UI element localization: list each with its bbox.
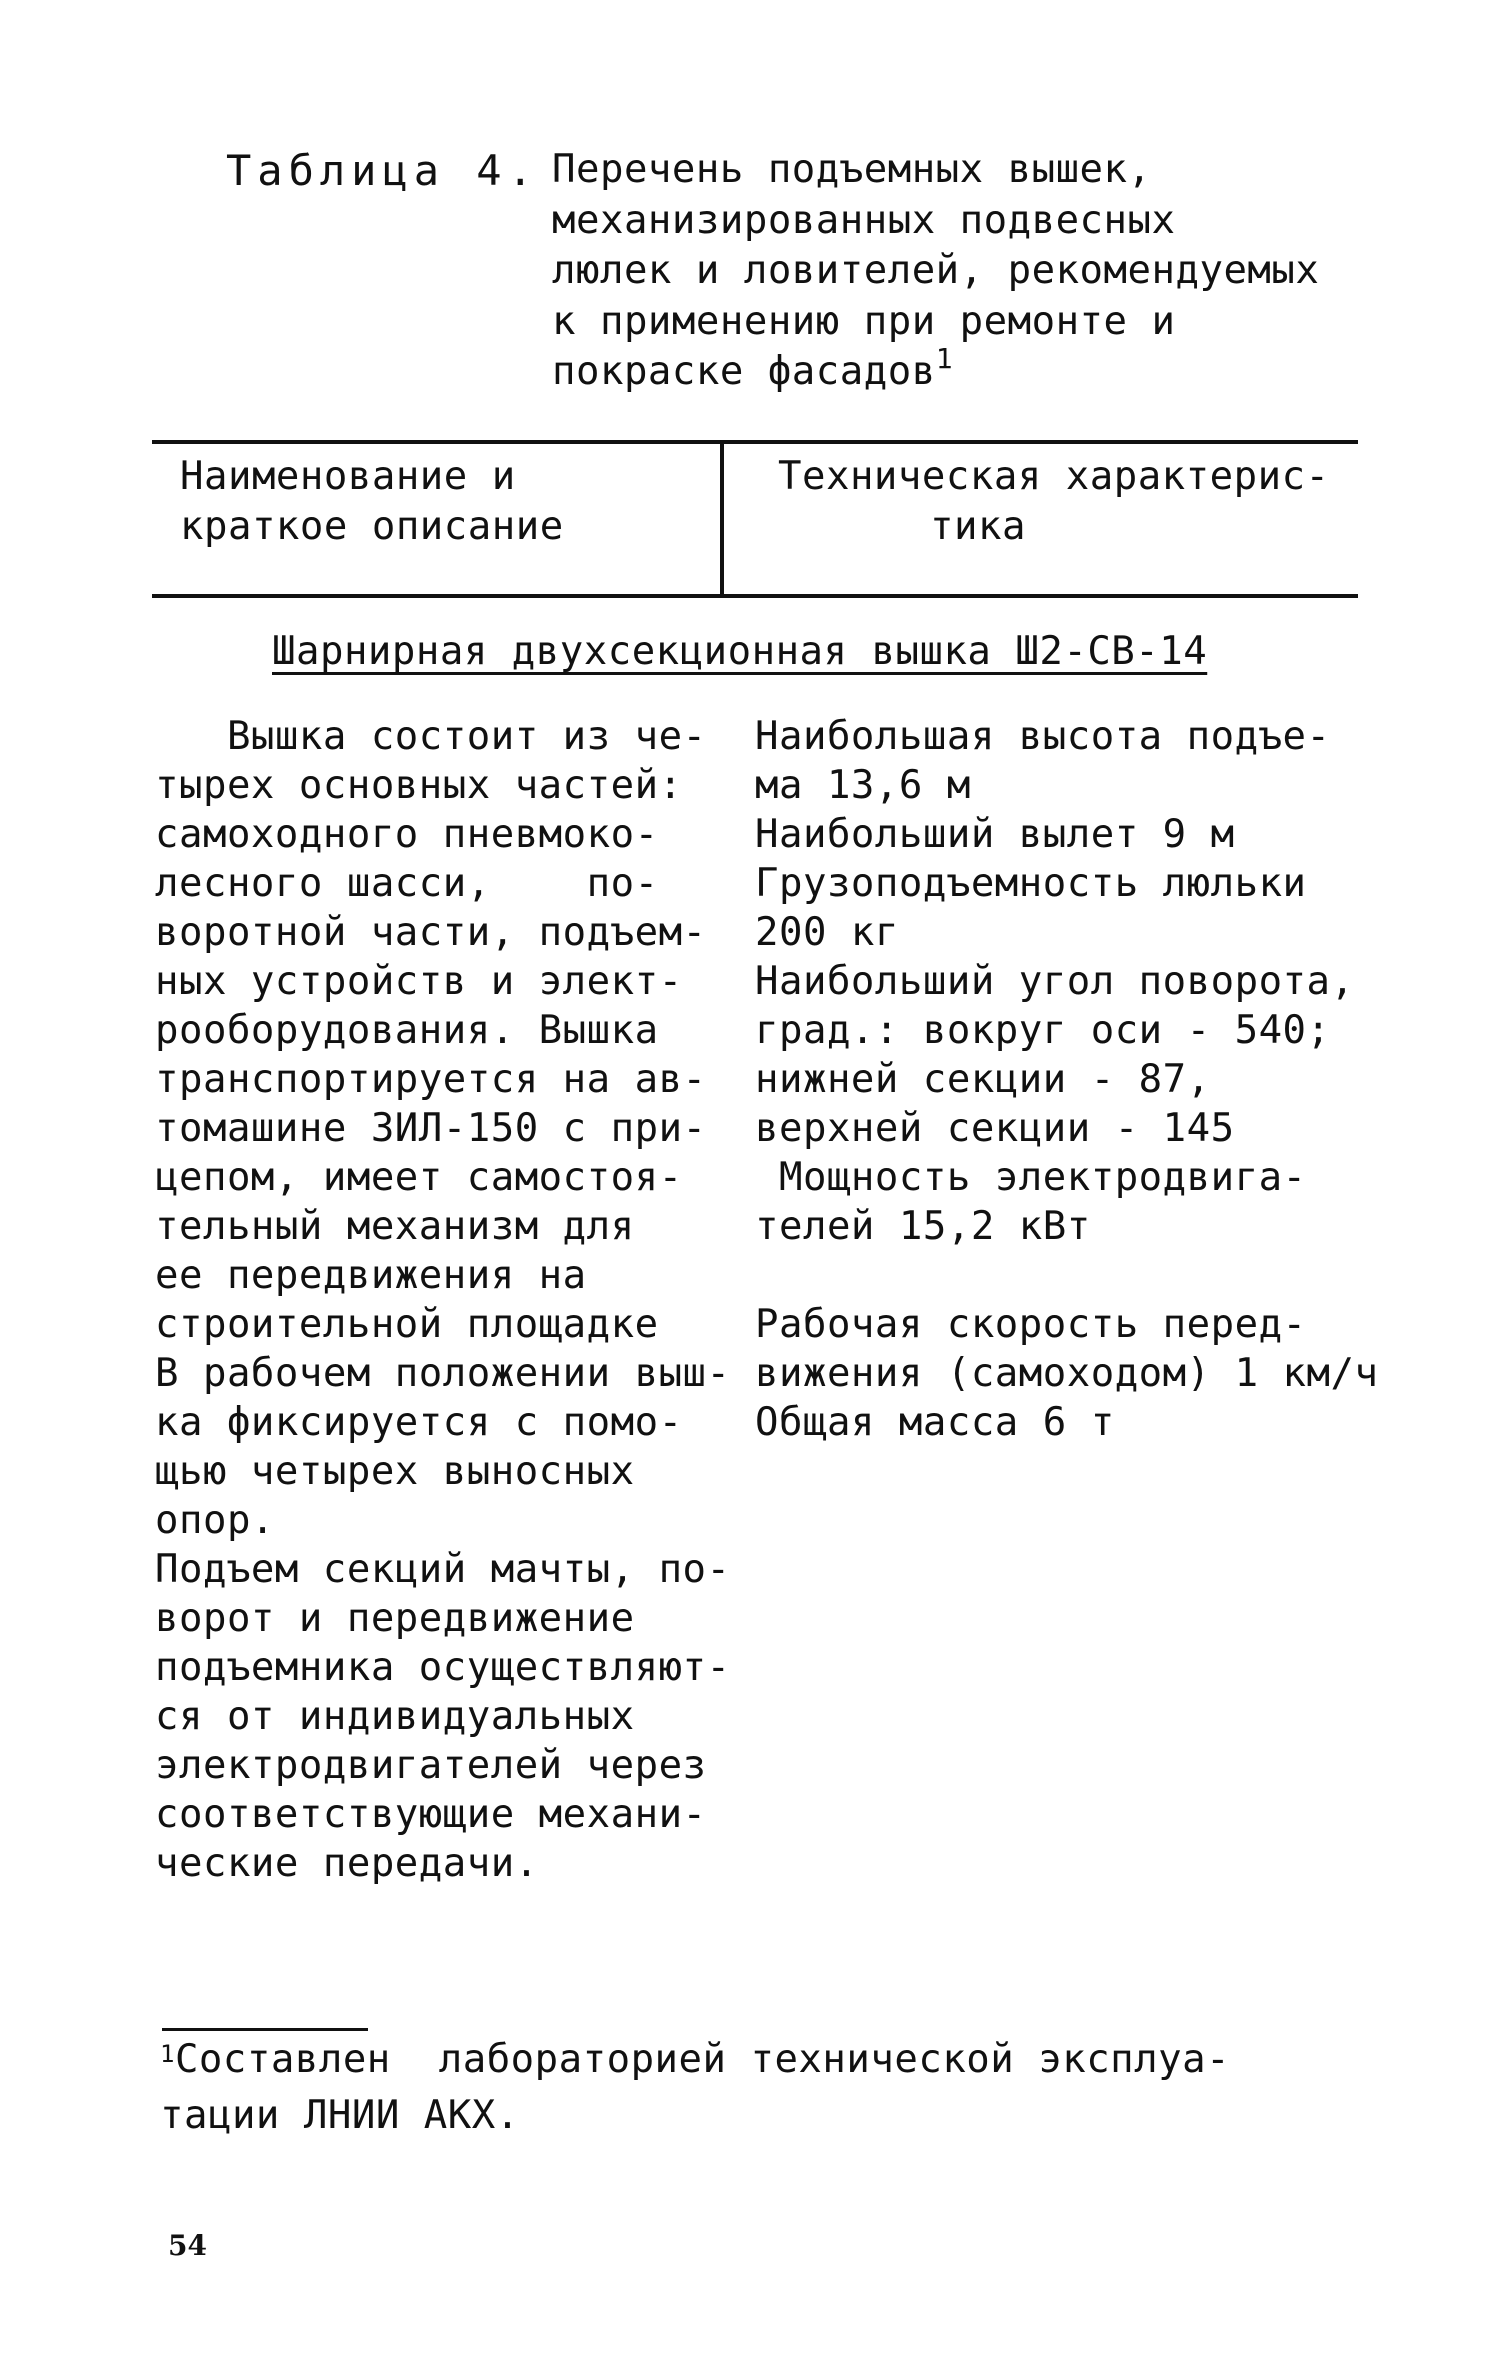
title-line: к применению при ремонте и: [552, 298, 1176, 344]
spec-line: ма 13,6 м: [755, 763, 971, 808]
header-col-spec: [778, 452, 1330, 552]
footnote-mark: 1: [160, 2040, 175, 2068]
table-column-divider: [720, 442, 724, 596]
description-line: рооборудования. Вышка: [155, 1008, 659, 1053]
description-line: тырех основных частей:: [155, 763, 683, 808]
description-line: ных устройств и элект-: [155, 959, 683, 1004]
description-line: Вышка состоит из че-: [155, 714, 707, 759]
title-line: Перечень подъемных вышек,: [552, 147, 1152, 192]
description-line: томашине ЗИЛ-150 с при-: [155, 1106, 707, 1151]
description-line: электродвигателей через: [155, 1743, 707, 1788]
table-label: Таблица 4.: [226, 146, 539, 195]
description-line: соответствующие механи-: [155, 1792, 707, 1837]
description-line: ка фиксируется с помо-: [155, 1400, 683, 1445]
header-text: краткое описание: [180, 504, 564, 549]
description-line: тельный механизм для: [155, 1204, 635, 1249]
title-line-last: [552, 342, 1319, 401]
footnote-line: Составлен лабораторией технической эксплуа-: [174, 2037, 1231, 2082]
spec-line: телей 15,2 кВт: [755, 1204, 1091, 1249]
header-col-name: [180, 452, 564, 552]
header-text: тика: [930, 504, 1026, 549]
spec-line: Наибольший вылет 9 м: [755, 812, 1235, 857]
spec-line: 200 кг: [755, 910, 899, 955]
spec-line: Общая масса 6 т: [755, 1400, 1115, 1445]
description-line: Подъем секций мачты, по-: [155, 1547, 731, 1592]
description-line: лесного шасси, по-: [155, 861, 659, 906]
table-header-bottom-rule: [152, 594, 1358, 598]
spec-line: град.: вокруг оси - 540;: [755, 1008, 1331, 1053]
description-line: самоходного пневмоко-: [155, 812, 659, 857]
description-line: цепом, имеет самостоя-: [155, 1155, 683, 1200]
table-title: [552, 145, 1319, 401]
description-line: ворот и передвижение: [155, 1596, 635, 1641]
description-line: опор.: [155, 1498, 275, 1543]
spec-line: Грузоподъемность люльки: [755, 861, 1307, 906]
spec-line: верхней секции - 145: [755, 1106, 1235, 1151]
description-line: щью четырех выносных: [155, 1449, 635, 1494]
description-line: ческие передачи.: [155, 1841, 539, 1886]
page-number: 54: [168, 2229, 207, 2262]
description-line: ее передвижения на: [155, 1253, 587, 1298]
title-line: люлек и ловителей, рекомендуемых: [552, 248, 1320, 293]
footnote-line: тации ЛНИИ АКХ.: [160, 2093, 520, 2138]
header-text: Техническая характерис-: [778, 454, 1330, 499]
title-line: покраске фасадов: [552, 349, 936, 394]
description-line: воротной части, подъем-: [155, 910, 707, 955]
section-title: Шарнирная двухсекционная вышка Ш2-СВ-14: [272, 629, 1208, 674]
title-line: механизированных подвесных: [552, 197, 1176, 243]
description-line: строительной площадке: [155, 1302, 659, 1347]
footnote: [160, 2034, 1230, 2141]
description-line: ся от индивидуальных: [155, 1694, 635, 1739]
spec-line: Рабочая скорость перед-: [755, 1302, 1307, 1347]
spec-line: Наибольшая высота подъе-: [755, 714, 1331, 759]
specs-column: [755, 712, 1378, 1447]
spec-line: Наибольший угол поворота,: [755, 959, 1355, 1004]
spec-line: [755, 1251, 1378, 1300]
title-footnote-mark: 1: [935, 342, 954, 375]
spec-line: нижней секции - 87,: [755, 1057, 1211, 1102]
description-line: подъемника осуществляют-: [155, 1645, 731, 1690]
table-top-rule: [152, 440, 1358, 444]
spec-line: вижения (самоходом) 1 км/ч: [755, 1351, 1379, 1396]
footnote-rule: [162, 2028, 368, 2031]
header-text: Наименование и: [180, 454, 516, 499]
description-column: [155, 712, 731, 1888]
description-line: транспортируется на ав-: [155, 1057, 707, 1102]
description-line: В рабочем положении выш-: [155, 1351, 731, 1396]
spec-line: Мощность электродвига-: [755, 1155, 1307, 1200]
footnote-line-first: [160, 2034, 1230, 2090]
